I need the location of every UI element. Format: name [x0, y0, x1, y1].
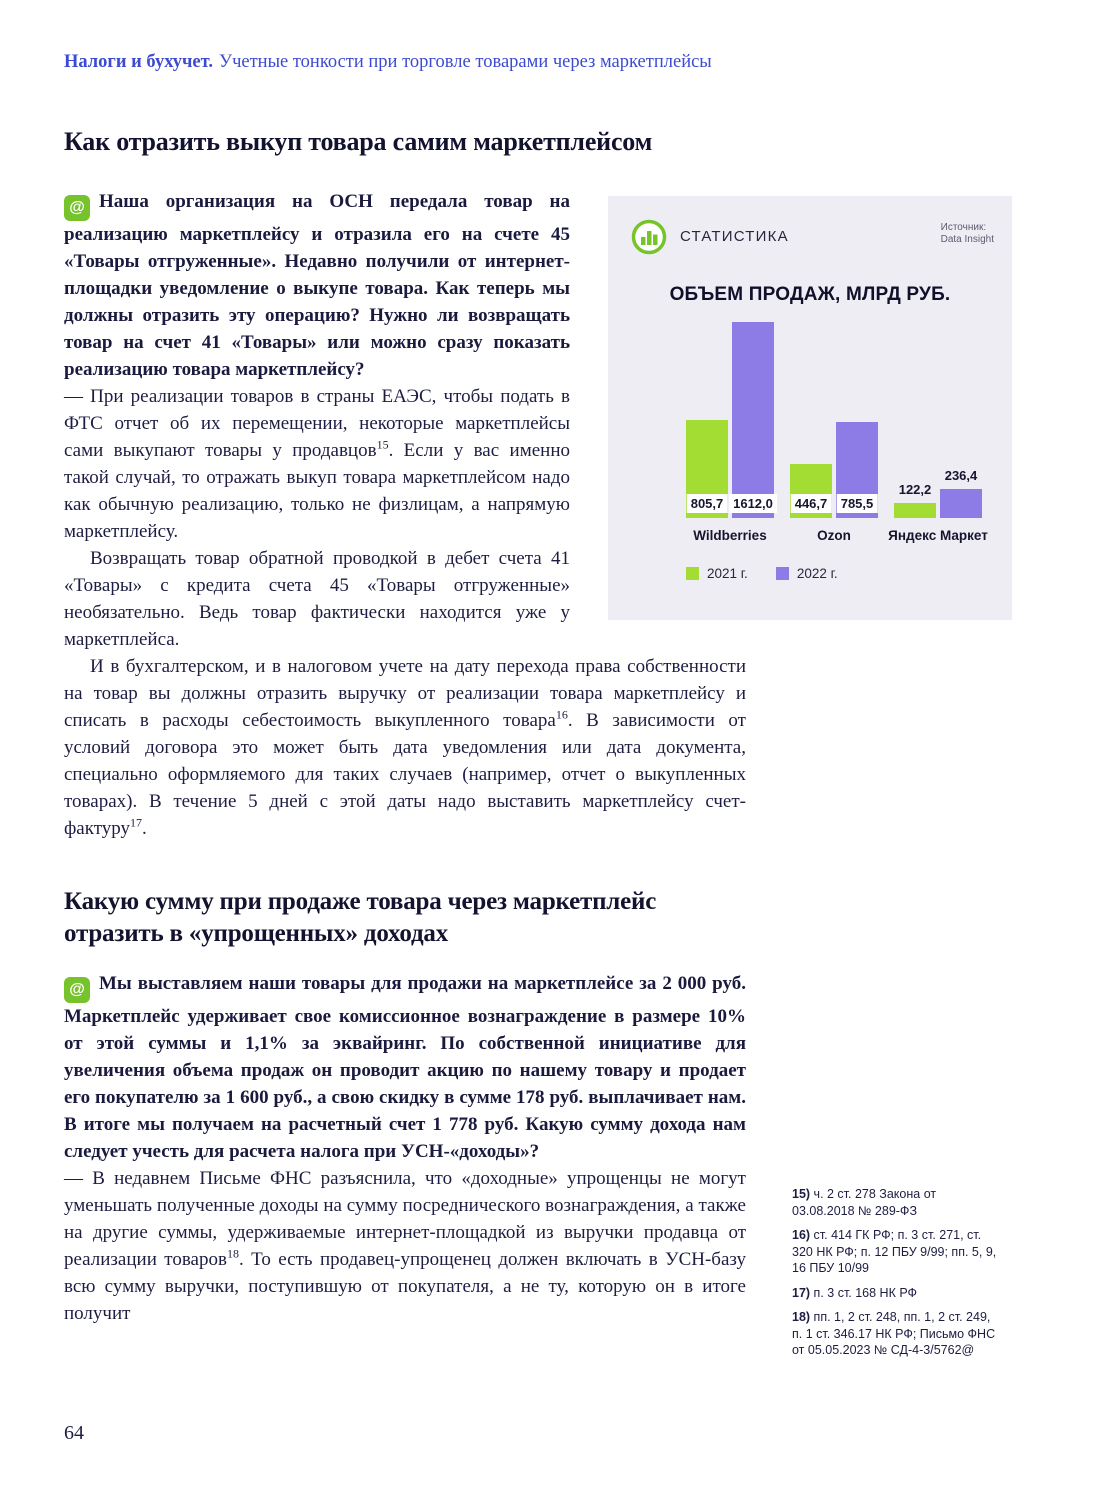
footnote-number: 17) [792, 1285, 811, 1300]
bar-2021 г.-Яндекс Маркет [894, 503, 936, 518]
statistics-label: СТАТИСТИКА [680, 228, 789, 245]
bar-value-label: 122,2 [898, 482, 932, 497]
footnote: 15) ч. 2 ст. 278 Закона от 03.08.2018 № 289-ФЗ [792, 1187, 937, 1218]
legend-label: 2022 г. [796, 566, 838, 581]
article-topic: Учетные тонкости при торговле товарами через маркетплейсы [218, 52, 712, 72]
body-paragraph: Возвращать товар обратной проводкой в дебет счета 41 «Товары» с кредита счета 45 «Товары отгруженные» необязательно. Ведь товар фактически находится уже у маркетплейса. [64, 548, 570, 650]
footnote-number: 15) [792, 1187, 811, 1201]
footnote: 16) ст. 414 ГК РФ; п. 3 ст. 271, ст. 320 НК РФ; п. 12 ПБУ 9/99; пп. 5, 9, 16 ПБУ 10/99 [792, 1228, 997, 1275]
footnote-number: 16) [792, 1228, 811, 1242]
question-at-icon: @ [64, 195, 90, 221]
footnote-ref: 16 [555, 707, 568, 722]
chart-category-label: Wildberries [693, 528, 767, 543]
bar-value-label: 236,4 [944, 468, 978, 483]
body-paragraph: — В недавнем Письме ФНС разъяснила, что «доходные» упрощенцы не могут уменьшать полученные доходы на сумму посреднического вознаграждения, а также на другие суммы, удерживаемые интернет-площадкой из выручки продавца от реализации товаров$^{18}$. То есть продавец-упрощенец должен включать в УСН-базу всю сумму выручки, поступившую от покупателя, а не ту, которую он в итоге получит [64, 1168, 746, 1324]
footnote-number: 18) [792, 1310, 811, 1324]
legend-label: 2021 г. [707, 566, 748, 581]
body-paragraph: И в бухгалтерском, и в налоговом учете на дату перехода права собственности на товар вы должны отразить выручку от реализации товара маркетплейсу и списать в расходы себестоимость выкупленного товара$^{16}$. В зависимости от условий договора это может быть дата уведомления или дата документа, специально оформляемого для таких случаев (например, отчет о выкупленных товарах). В течение 5 дней с этой даты надо выставить маркетплейсу счет-фактуру$^{17}$. [64, 656, 746, 839]
body-paragraph: — При реализации товаров в страны ЕАЭС, чтобы подать в ФТС отчет об их перемещении, некоторые маркетплейсы сами выкупают товары у продавцов$^{15}$. Если у вас именно такой случай, то отражать выкуп товара маркетплейсом надо как обычную реализацию, только не физлицам, а напрямую маркетплейсу. [64, 386, 570, 542]
page-number: 64 [64, 1422, 84, 1444]
footnote-ref: 17 [130, 815, 143, 830]
legend-item [776, 566, 838, 581]
footnote-ref: 15 [376, 437, 389, 452]
chart-source-name: Data Insight [940, 234, 994, 245]
question-paragraph: @ Наша организация на ОСН передала товар на реализацию маркетплейсу и отразила его на счете 45 «Товары отгруженные». Недавно получили от интернет-площадки уведомление о выкупе товара. Как теперь мы должны отразить эту операцию? Нужно ли возвращать товар на счет 41 «Товары» или можно сразу показать реализацию товара маркетплейсу? [64, 191, 570, 380]
rubric-title: Налоги и бухучет. [64, 52, 213, 72]
chart-source-label: Источник: [940, 222, 987, 233]
running-header [64, 50, 1004, 74]
section-heading-1: Как отразить выкуп товара самим маркетплейсом [64, 127, 653, 156]
footnote: 17) п. 3 ст. 168 НК РФ [792, 1285, 918, 1300]
legend-item [686, 566, 748, 581]
section-heading-2: Какую сумму при продаже товара через маркетплейс отразить в «упрощенных» доходах [64, 888, 657, 947]
legend-swatch [776, 567, 789, 580]
footnote: 18) пп. 1, 2 ст. 248, пп. 1, 2 ст. 249, п. 1 ст. 346.17 НК РФ; Письмо ФНС от 05.05.2023 № СД-4-3/5762@ [792, 1310, 996, 1357]
legend-swatch [686, 567, 699, 580]
bar-value-label: 446,7 [791, 494, 832, 513]
bar-2022 г.-Яндекс Маркет [940, 489, 982, 518]
footnotes [792, 1186, 998, 1367]
bar-chart-plot [608, 322, 1012, 518]
footnote-ref: 18 [226, 1246, 239, 1261]
chart-category-label: Яндекс Маркет [888, 528, 988, 543]
chart-source [941, 222, 994, 246]
statistics-panel [608, 196, 1012, 620]
article-blocks-2 [64, 970, 746, 1327]
chart-legend [686, 566, 838, 581]
question-at-icon: @ [64, 977, 90, 1003]
bar-value-label: 805,7 [687, 494, 728, 513]
bar-value-label: 785,5 [837, 494, 878, 513]
chart-category-labels [608, 528, 1012, 548]
bar-2022 г.-Wildberries [732, 322, 774, 518]
statistics-panel-header [630, 218, 996, 258]
bar-value-label: 1612,0 [729, 494, 777, 513]
chart-title: ОБЪЕМ ПРОДАЖ, МЛРД РУБ. [669, 284, 951, 305]
statistics-icon [630, 218, 668, 261]
question-paragraph: @ Мы выставляем наши товары для продажи на маркетплейсе за 2 000 руб. Маркетплейс удерживает свое комиссионное вознаграждение в размере 10% от этой суммы и 1,1% за эквайринг. По собственной инициативе для увеличения объема продаж он проводит акцию по нашему товару и продает его покупателю за 1 600 руб., а свою скидку в сумме 178 руб. выплачивает нам. В итоге мы получаем на расчетный счет 1 778 руб. Какую сумму дохода нам следует учесть для расчета налога при УСН-«доходы»? [64, 973, 746, 1162]
chart-category-label: Ozon [817, 528, 851, 543]
